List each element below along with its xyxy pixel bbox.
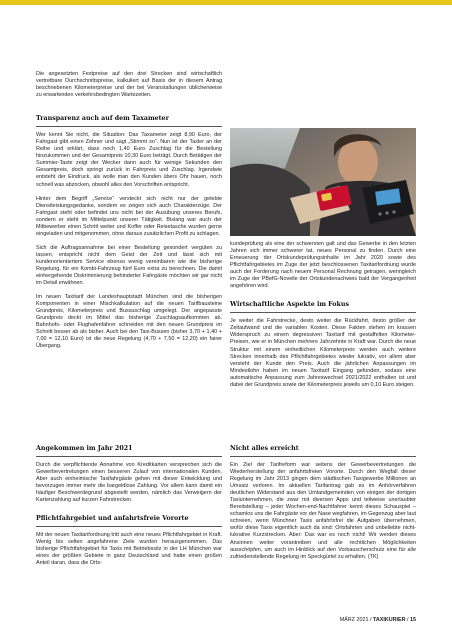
heading-pflichtfahrgebiet: Pflichtfahrgebiet und anfahrtsfreie Vororte <box>36 515 189 523</box>
body-paragraph: Wer kennt Sie nicht, die Situation: Das Taxameter zeigt 8,90 Euro, der Fahrgast gibt einen Zehner und sagt „Stimmt so“. Nun ist der Taxler an der Reihe und erklärt, dass noch 1,40 Euro Zuschlag für die Bestellung hinzukommen und der Gesamtpreis 10,30 Euro beträgt. Durch Betätigen der Summier-Taste zeigt der Wecker dann auch für wenige Sekunden den Gesamtpreis, doch springt zurück in Fahrpreis und Zuschlag. Irgendwie entsteht der Eindruck, als wolle man den Kunden übers Ohr hauen, noch schnell was abzocken, obwohl alles den Vorschriften entspricht. <box>36 132 222 188</box>
intro-paragraph: Die angesetzten Festpreise auf den drei Strecken sind wirtschaftlich vertretbare Durchschnittspreise, kalkuliert auf Basis der in diesem Antrag beschriebenen Kilometerpreise und der bei Veranstaltungen üblicherweise zu erwartenden verkehrsbedingten Wartezeiten. <box>36 71 222 99</box>
left-column-lower <box>36 445 222 575</box>
heading-rule <box>36 526 222 527</box>
body-paragraph: Mit der neuen Taxitarifordnung tritt auch eine neues Pflichtfahrgebiet in Kraft. Wenig bis selten angefahrene Ziele wurden herausgenommen. Das bisherige Pflichtfahrgebiet für Taxis mit Betriebssitz in der LH München war eines der größten Gebiete in ganz Deutschland und hatte einen großen Anteil daran, dass die Orts- <box>36 532 222 567</box>
footer-month: MÄRZ 2021 <box>339 617 369 623</box>
heading-wirtschaftlich: Wirtschaftliche Aspekte im Fokus <box>230 301 349 309</box>
body-paragraph: Ein Ziel der Tarifreform war seitens der Gewerbevertretungen die Wiederherstellung der anfahrtsfreien Vororte. Durch den Wegfall dieser Regelung im Jahr 2013 gingen dem städtischen Taxigewerbe Millionen an Umsatz verloren. Im aktuellen Tarifantrag gab es im Anhörverfahren deutlichen Widerstand aus den Umlandgemeinden von einigen der dortigen Taxiunternehmen, die zwar mit diversen Apps und teilweise unerlaubter Bereitstellung – jeder Wochen-end-Nachtfahrer kennt dieses Schauspiel – schamlos uns die Fahrgäste vor der Nase wegfahren, im Gegenzug aber laut schreien, wenn Münchner Taxis anfahrtsfrei die Aufgaben übernehmen, wofür diese Taxis eigentlich auch da sind: Ortsfahrten und unbeliebte nicht-lukrative Kurzstrecken. Aber: Das war es noch nicht! Wir werden dieses Ansinnen weiter vorantreiben und alle rechtlichen Möglichkeiten ausschöpfen, um auch im Hinblick auf den Vorbauscherschutz eine für alle zufriedenstellende Regelung im Speckgürtel zu erhalten. (TK) <box>230 462 416 560</box>
body-paragraph: Sich die Auftragsannahme bei einer Bestellung gesondert vergüten zu lassen, entspricht nicht dem Geist der Zeit und lässt sich mit kundenorientiertem Service ebenso wenig vereinbaren wie die bisherige Regelung, für ein Kombi-Fahrzeug fünf Euro extra zu berechnen. Die damit einhergehende Diskriminierung behinderter Fahrgäste möchten wir gar nicht im Detail erwähnen. <box>36 244 222 287</box>
body-paragraph: Hinter dem Begriff „Service“ versteckt sich nicht nur der gelebte Dienstleistungsgedanke, sondern es zeigen sich auch Charakterzüge. Der Fahrgast steht oder befindet uns nicht bei der Ausübung unseres Berufs, sondern er steht im Mittelpunkt unserer Tätigkeit. Bislang war auch der Mitbewerber einen Schritt weiter und Koffer oder Reisetasche wurden gerne eingeladen und mitgenommen, ohne daraus zusätzlichen Profit zu schlagen. <box>36 195 222 237</box>
card-payment-photo <box>230 128 416 236</box>
heading-nicht-alles: Nicht alles erreicht <box>230 445 299 452</box>
heading-rule <box>36 456 222 457</box>
heading-transparenz: Transparenz auch auf dem Taxameter <box>36 115 169 123</box>
page-footer: MÄRZ 2021 / TAXIKURIER / 15 <box>339 617 416 623</box>
right-column-lower <box>230 445 416 568</box>
body-paragraph: Je weiter die Fahrstrecke, desto weiter die Rückfahrt, desto größer der Zeitaufwand und die variablen Kosten. Diese Fakten stehen im krassen Widerspruch zu einem degressiven Taxitarif mit gestaffelten Kilometer-Preisen, wie er in München mehrere Jahrzehnte in Kraft war. Durch die neue Struktur mit einem einheitlichen Kilometerpreis werden auch weitere Strecken innerhalb des Pflichtfahrgebietes wieder lukrativ, vor allem aber versteht der Kunde den Preis. Auch die jährlichen Anpassungen im Mindestlohn haben im neuen Taxitarif Eingang gefunden, sodass eine automatische Anpassung zum Jahreswechsel 2021/2022 enthalten ist und dabei der Grundpreis sowie der Kilometerpreis jeweils um 0,10 Euro steigen. <box>230 318 416 388</box>
right-column-upper <box>230 241 416 396</box>
heading-rule <box>230 312 416 313</box>
footer-magazine: TAXIKURIER <box>372 617 406 623</box>
heading-angekommen: Angekommen im Jahr 2021 <box>36 445 133 452</box>
left-column-upper <box>36 71 222 358</box>
heading-rule <box>230 456 416 457</box>
body-paragraph: kundeprüfung als eine der schwersten galt und das Gewerbe in den letzten Jahren sich immer schwerer tat, neues Personal zu finden. Durch eine Erneuerung der Ortskundeprüfungsinhalte im Jahr 2020 sowie des Pflichtfahrgebietes im Zuge der jetzt beschlossenen Taxitarifordnung wurde auch der Forderung nach neuem Personal Rechnung getragen, wenngleich im Zuge der PBefG-Novelle der Ortskundenachweis bald der Vergangenheit angehören wird. <box>230 241 416 290</box>
footer-page-number: 15 <box>410 617 416 623</box>
top-accent-bar <box>0 0 452 5</box>
body-paragraph: Durch die verpflichtende Annahme von Kreditkarten versprechen sich die Gewerbevertretungen einen besseren Zulauf von internationalen Kunden. Aber auch einheimische Taxifahrgäste gehen mit dieser Entwicklung und bevorzugen immer mehr die bargeldlose Zahlung. Vor allem kann damit ein häufiger Beschwerdegrund abgestellt werden, nämlich das Verweigern der Kartenzahlung auf kurzen Fahrstrecken. <box>36 462 222 504</box>
heading-rule <box>36 126 222 127</box>
body-paragraph: Im neuen Taxitarif der Landeshauptstadt München sind die bisherigen Komponenten in einer Mischkalkulation auf die neuen Tarifbausteine Grundpreis, Kilometerpreis und Bussuschlag umgelegt. Der angepasste Grundpreis deckt im Mittel das bisherige Zuschlagsaufkommen ab. Bahnhofs- oder Flughafenfahrer schneiden mit den neuen Grundpreis im Schnitt besser ab als bisher. Auch bei den Taxi-Bussen (bisher 3,70 + 1,40 + 7,00 = 12,10 Euro) ist die neue Regelung (4,70 + 7,50 = 12,20) ein fairer Übergang. <box>36 294 222 350</box>
